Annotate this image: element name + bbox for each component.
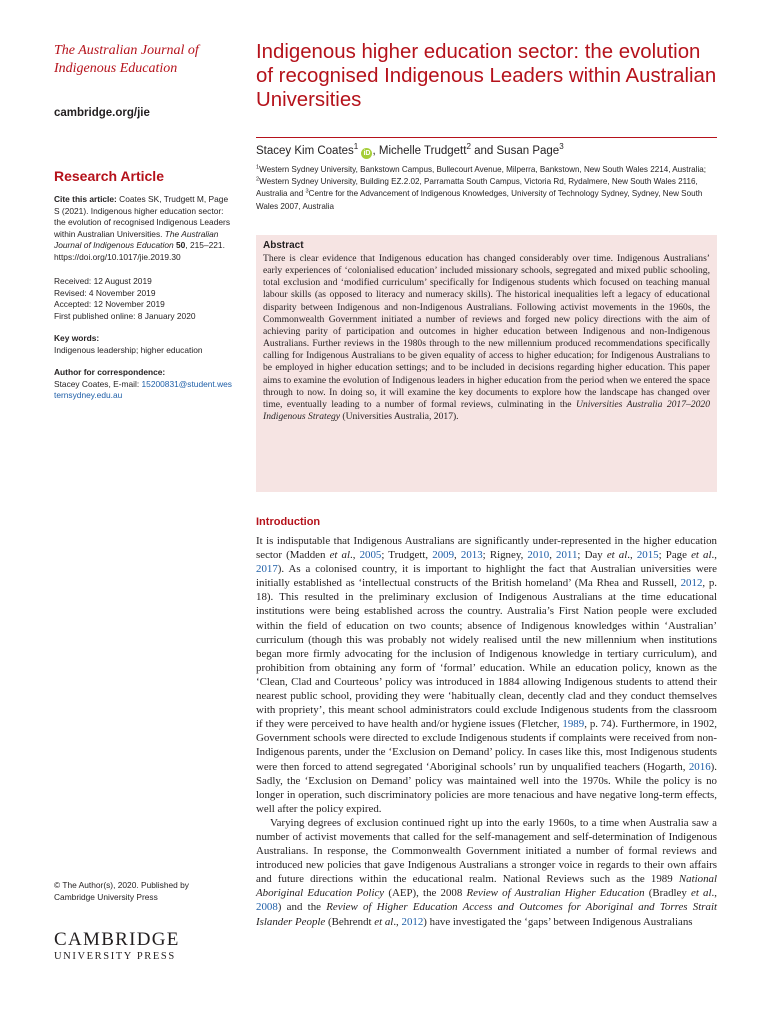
citation-link[interactable]: 2013 <box>460 549 483 562</box>
italic-run: Review of Higher Education Access and Outcomes for Aboriginal and Torres Strait Islander People <box>256 901 718 928</box>
italic-run: et al <box>691 887 712 900</box>
cite-volume: 50 <box>173 240 186 251</box>
abstract-body: There is clear evidence that Indigenous education has changed considerably over time. Indigenous Australians’ early experiences of ‘colonialised education’ included missionary schools, segregated and mixed public schooling, total exclusion and ‘modified curriculum’ specifically for Indigenous students which focused on teaching manual labour skills (as opposed to literacy and numeracy skills). The historical inequalities left a legacy of educational disparity between Indigenous and non-Indigenous Australians. Following activist movements in the 1960s, the Commonwealth Government initiated a number of reviews and forged new policy directions with the aim of achieving parity of participation and outcomes in higher education between Indigenous and non-Indigenous Australians. Further reviews in the 1980s through to the new millennium produced recommendations specifically calling for Indigenous Australians to be given equality of access to higher education; for Indigenous Australians to be employed in higher education settings; and to be included in decisions regarding higher education. This paper aims to examine the evolution of Indigenous leaders in higher education from the period when we entered the space through to now. In doing so, it will examine the key documents to explore how the landscape has changed over time, eventually leading to a number of formal reviews, culminating in the <box>263 253 710 410</box>
keywords-text: Indigenous leadership; higher education <box>54 344 203 355</box>
text-run: ., <box>627 549 637 562</box>
text-run: ., <box>711 887 717 900</box>
citation-link[interactable]: 1989 <box>562 718 585 731</box>
title-divider <box>256 137 717 138</box>
correspondence-block <box>54 367 234 402</box>
text-run: , p. 74). Furthermore, in 1902, Government schools were directed to exclude Indigenous students if complaints were received from non-Indigenous parents, under the ‘Exclusion on Demand’ policy. In cases like this, most Indigenous students were then forced to attend segregated ‘Aboriginal schools’ run by unqualified teachers (Hogarth, <box>256 718 717 773</box>
author-page[interactable]: and Susan Page <box>470 145 560 157</box>
text-run: ) have investigated the ‘gaps’ between Indigenous Australians <box>423 915 693 928</box>
abstract-box <box>256 235 717 492</box>
cite-label: Cite this article: <box>54 194 117 204</box>
author-list <box>256 143 717 159</box>
text-run: , p. 18). This resulted in the preliminary exclusion of Indigenous Australians at the time educational institutions were being established across the country. Australia’s First Nation people were excluded within the field of education on two counts; absence of Indigenous knowledges within ‘Australian’ curriculum (though this was probably not widely realised until the new millennium when institutions began more firmly advocating for the inclusion of Indigenous knowledge in tertiary curriculum), and prohibition from obtaining any form of ‘formal’ education. While an education policy, known as the ‘Clean, Clad and Courteous’ policy was introduced in 1884 allowing Indigenous students to attend their nearest public school, providing they were ‘habitually clean, decently clad and they conduct themselves with propriety’, this meant school administrators could exclude Indigenous students from the classroom if they were perceived to have health and/or hygiene issues (Fletcher, <box>256 577 717 731</box>
abstract-strategy-title: Universities Australia 2017–2020 Indigenous Strategy <box>263 398 710 423</box>
journal-url-link[interactable]: cambridge.org/jie <box>54 107 150 119</box>
article-title: Indigenous higher education sector: the evolution of recognised Indigenous Leaders within Australian Universities <box>256 41 717 111</box>
abstract-heading: Abstract <box>263 240 304 251</box>
italic-run: et al <box>606 549 628 562</box>
citation-link[interactable]: 2008 <box>256 901 278 914</box>
paragraph-1 <box>256 534 717 816</box>
affiliation-1: Western Sydney University, Bankstown Campus, Bullecourt Avenue, Milperra, Bankstown, New South Wales 2214, Australia; <box>259 165 707 174</box>
italic-run: et al <box>329 549 351 562</box>
affil-sup: 1 <box>256 164 260 171</box>
date-published: First published online: 8 January 2020 <box>54 310 196 321</box>
text-run: ; Rigney, <box>482 549 528 562</box>
citation-link[interactable]: 2017 <box>256 563 278 576</box>
journal-name[interactable]: The Australian Journal of Indigenous Education <box>54 43 199 76</box>
italic-run: et al <box>374 915 394 928</box>
left-sidebar <box>54 0 234 1024</box>
cite-pages-doi[interactable]: , 215–221. https://doi.org/10.1017/jie.2019.30 <box>54 240 225 262</box>
affiliations <box>256 164 717 213</box>
text-run: ). Sadly, the ‘Exclusion on Demand’ policy was maintained well into the 1970s. While the policy is no longer in operation, such discriminatory policies are more tenacious and have negative long-term effects, well after the policy expired. <box>256 760 717 815</box>
affiliation-2: Western Sydney University, Building EZ.2.02, Parramatta South Campus, Victoria Rd, Rydalmere, New South Wales 2116, Australia and <box>256 177 698 199</box>
citation-link[interactable]: 2012 <box>401 915 424 928</box>
correspondence-email-link[interactable]: 15200831@student.westernsydney.edu.au <box>54 378 232 401</box>
citation-link[interactable]: 2016 <box>688 760 711 773</box>
text-run: ; Trudgett, <box>381 549 433 562</box>
orcid-icon[interactable]: iD <box>363 150 371 157</box>
author-sup: 3 <box>559 142 564 152</box>
abstract-text <box>263 253 710 423</box>
text-run: ) and the <box>277 901 327 914</box>
citation-link[interactable]: 2005 <box>359 549 382 562</box>
cambridge-logo <box>54 930 234 963</box>
text-run: ; Page <box>658 549 692 562</box>
text-run: (AEP), the 2008 <box>384 887 467 900</box>
citation-link[interactable]: 2011 <box>556 549 578 562</box>
author-trudgett[interactable]: , Michelle Trudgett <box>372 145 467 157</box>
affiliation-3: Centre for the Advancement of Indigenous Knowledges, University of Technology Sydney, Sydney, New South Wales 2007, Australia <box>256 189 703 211</box>
copyright-line1: © The Author(s), 2020. Published by <box>54 880 189 890</box>
citation-block <box>54 194 234 264</box>
italic-run: et al <box>691 549 712 562</box>
text-run: Varying degrees of exclusion continued right up into the early 1960s, to a time when Australia saw a number of activist movements that called for the self-management and self-determination of Indigenous Australians. In response, the Commonwealth Government initiated a number of formal reviews and introduced new policies that gave Indigenous Australians a stronger voice in regards to their own affairs and future directions within the educational realm. National Reviews such as the 1989 <box>256 816 717 886</box>
citation-link[interactable]: 2010 <box>527 549 550 562</box>
article-type-label: Research Article <box>54 168 164 184</box>
article-dates <box>54 276 234 322</box>
italic-run: Review of Australian Higher Education <box>466 887 645 900</box>
keywords-label: Key words: <box>54 333 100 343</box>
paragraph-2 <box>256 816 717 929</box>
affil-sup: 3 <box>305 188 309 195</box>
correspondence-label: Author for correspondence: <box>54 367 166 377</box>
logo-line2: UNIVERSITY PRESS <box>54 951 176 962</box>
date-accepted: Accepted: 12 November 2019 <box>54 299 165 310</box>
italic-run: National Aboriginal Education Policy <box>256 873 717 900</box>
keywords-block <box>54 333 234 356</box>
date-revised: Revised: 4 November 2019 <box>54 287 156 298</box>
text-run: ). As a colonised country, it is important to highlight the fact that Australian universities were initially established as ‘intellectual constructs of the British homeland’ (Ma Rhea and Russell, <box>256 563 717 590</box>
copyright-line2: Cambridge University Press <box>54 891 158 902</box>
cite-text: Coates SK, Trudgett M, Page S (2021). Indigenous higher education sector: the evolution of recognised Indigenous Leaders within Australian Universities. <box>54 194 231 239</box>
introduction-heading: Introduction <box>256 516 321 528</box>
citation-link[interactable]: 2009 <box>432 549 455 562</box>
citation-link[interactable]: 2015 <box>636 549 659 562</box>
text-run: ; Day <box>577 549 607 562</box>
author-sup: 2 <box>466 142 471 152</box>
affil-sup: 2 <box>256 176 260 183</box>
text-run: ., <box>350 549 360 562</box>
author-coates[interactable]: Stacey Kim Coates <box>256 145 354 157</box>
text-run: ., <box>393 915 402 928</box>
text-run: (Bradley <box>644 887 692 900</box>
text-run: , <box>549 549 557 562</box>
text-run: , <box>454 549 461 562</box>
logo-line1: CAMBRIDGE <box>54 929 180 950</box>
citation-link[interactable]: 2012 <box>680 577 703 590</box>
abstract-end: (Universities Australia, 2017). <box>340 411 459 423</box>
correspondence-name: Stacey Coates, E-mail: <box>54 378 142 389</box>
text-run: ., <box>711 549 717 562</box>
cite-journal: The Australian Journal of Indigenous Education <box>54 228 219 251</box>
body-text <box>256 534 717 929</box>
text-run: It is indisputable that Indigenous Australians are significantly under-represented in the higher education sector (Madden <box>256 535 717 562</box>
copyright-notice <box>54 880 234 903</box>
date-received: Received: 12 August 2019 <box>54 276 152 286</box>
author-sup: 1 <box>353 142 359 152</box>
text-run: (Behrendt <box>325 915 375 928</box>
